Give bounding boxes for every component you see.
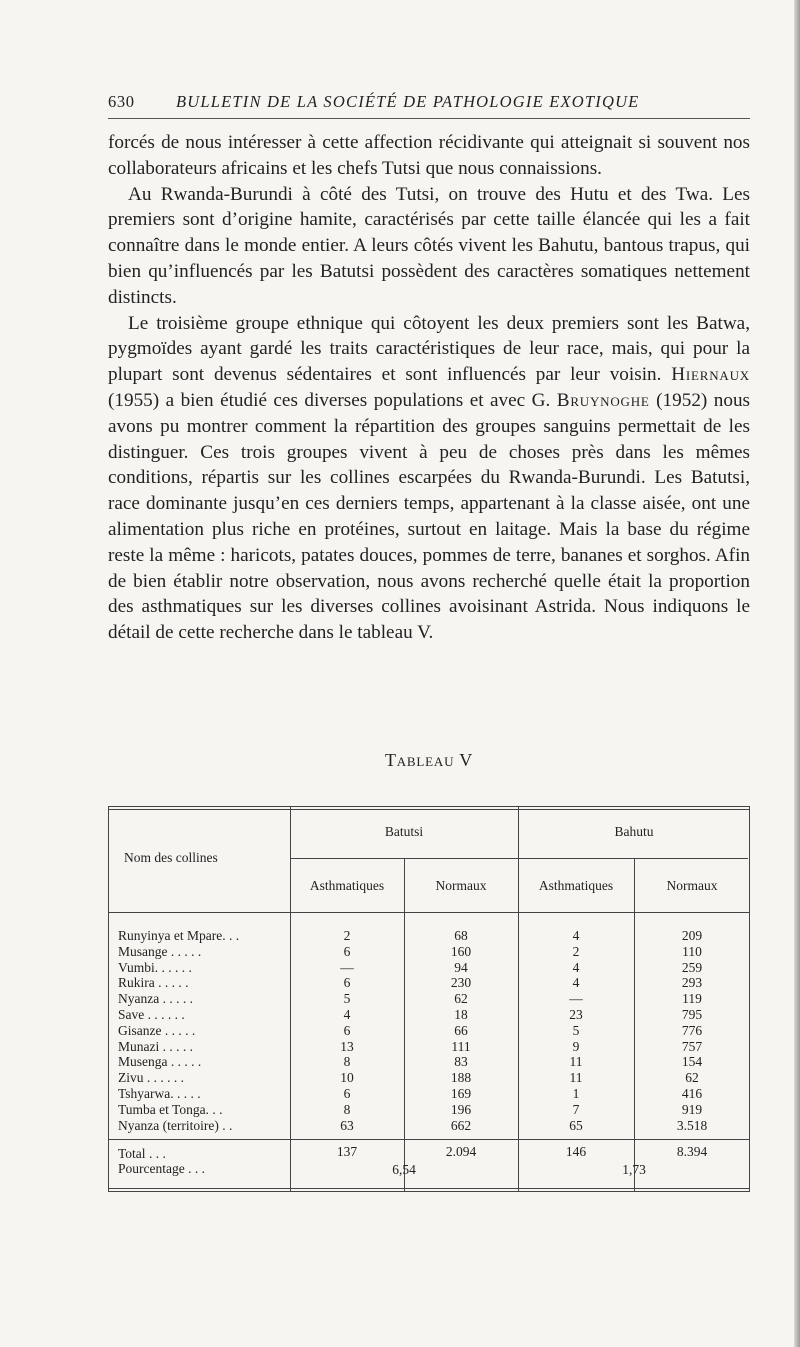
col-divider-2 [404, 858, 405, 1192]
table-cell: 62 [685, 1070, 699, 1086]
table-cell: 795 [681, 1007, 703, 1022]
table-cell: 5 [343, 991, 351, 1007]
table-cell: 9 [572, 1038, 580, 1054]
table-row-label: Gisanze . . . . . [118, 1022, 196, 1038]
table-row-label: Nyanza . . . . . [118, 991, 193, 1007]
header-rule [108, 118, 750, 119]
table-cell: 18 [454, 1007, 468, 1022]
header-bahutu-asthmatiques: Asthmatiques [538, 878, 614, 893]
table-cell: 2 [572, 943, 580, 959]
table-cell: 160 [450, 943, 472, 959]
col-divider-3 [518, 806, 519, 1192]
table-cell: 662 [450, 1117, 472, 1133]
percent-batutsi: 6,54 [392, 1162, 416, 1177]
total-bahutu-asthmatiques: 146 [565, 1144, 587, 1159]
data-table [108, 806, 750, 1192]
table-row-label: Nyanza (territoire) . . [118, 1117, 233, 1133]
header-nom-collines: Nom des collines [124, 850, 218, 865]
paragraph-3-part-a: Le troisième groupe ethnique qui côtoyent les deux premiers sont les Batwa, pygmoïdes ayant gardé les traits caractéristiques de leur race, mais, qui pour la plupart sont devenus sédentaires et sont influencés par leur voisin. [108, 312, 750, 386]
table-row-label: Runyinya et Mpare. . . [118, 928, 240, 943]
table-cell: 68 [454, 928, 468, 943]
table-row-label: Vumbi. . . . . . [118, 959, 192, 975]
table-cell: 154 [681, 1054, 703, 1070]
table-row-label: Rukira . . . . . [118, 975, 189, 991]
table-cell: 2 [343, 928, 351, 943]
percent-bahutu: 1,73 [622, 1162, 646, 1177]
paragraph-3-part-b: (1955) a bien étudié ces diverses populations et avec G. [108, 389, 551, 411]
table-cell: 10 [340, 1070, 354, 1086]
journal-title: BULLETIN DE LA SOCIÉTÉ DE PATHOLOGIE EXOTIQUE [176, 92, 640, 111]
table-cell: 13 [340, 1038, 354, 1054]
author-bruynoghe: Bruynoghe [556, 389, 650, 411]
paragraph-3-part-c: (1952) nous avons pu montrer comment la répartition des groupes sanguins permettait de les distinguer. Ces trois groupes vivent à peu de choses près dans les mêmes conditions, répartis sur les collines escarpées du Rwanda-Burundi. Les Batutsi, race dominante jusqu’en ces derniers temps, appartenant à la classe aisée, ont une alimentation plus riche en protéines, surtout en laitage. Mais la base du régime reste la même : haricots, patates douces, pommes de terre, bananes et sorghos. Afin de bien établir notre observation, nous avons recherché quelle était la proportion des asthmatiques sur les diverses collines avoisinant Astrida. Nous indiquons le détail de cette recherche dans le tableau V. [108, 389, 751, 644]
table-cell: 11 [569, 1054, 583, 1070]
body-text [108, 130, 750, 646]
page-edge-shadow [794, 0, 800, 1347]
table-cell: 188 [450, 1070, 472, 1086]
table-cell: 776 [681, 1022, 703, 1038]
table-cell: 6 [343, 1086, 351, 1101]
header-batutsi-normaux: Normaux [435, 878, 487, 893]
table-cell: 4 [572, 975, 580, 991]
table-cell: 8 [343, 1054, 351, 1070]
table-right-border [749, 806, 750, 1192]
table-cell: 919 [681, 1101, 703, 1117]
header-bahutu-normaux: Normaux [666, 878, 718, 893]
paragraph-1: forcés de nous intéresser à cette affection récidivante qui atteignait si souvent nos collaborateurs africains et les chefs Tutsi que nous connaissions. [108, 132, 750, 179]
table-cell: 757 [681, 1038, 703, 1054]
table-cell: 6 [343, 975, 351, 991]
paragraph-2: Au Rwanda-Burundi à côté des Tutsi, on trouve des Hutu et des Twa. Les premiers sont d’origine hamite, caractérisés par cette taille élancée qui les a fait connaître dans le monde entier. A leurs côtés vivent les Bahutu, bantous trapus, qui bien qu’influencés par les Batutsi possèdent des caractères somatiques nettement distincts. [108, 183, 750, 308]
table-top-rule [108, 806, 750, 807]
header-batutsi-asthmatiques: Asthmatiques [309, 878, 385, 893]
table-row-label: Save . . . . . . [118, 1007, 185, 1022]
total-batutsi-asthmatiques: 137 [336, 1144, 358, 1159]
table-cell: 66 [454, 1022, 468, 1038]
table-row-label: Zivu . . . . . . [118, 1070, 184, 1086]
table-cell: 94 [454, 959, 468, 975]
table-cell: 4 [343, 1007, 351, 1022]
table-cell: 416 [681, 1086, 703, 1101]
table-cell: 63 [340, 1117, 354, 1133]
percent-label: Pourcentage . . . [118, 1161, 205, 1176]
table-cell: 169 [450, 1086, 472, 1101]
table-cell: 4 [572, 959, 580, 975]
table-cell: 111 [451, 1038, 471, 1054]
paragraph-3 [108, 311, 750, 646]
table-row-label: Tshyarwa. . . . . [118, 1086, 201, 1101]
table-cell: — [340, 959, 354, 975]
table-left-border [108, 806, 109, 1192]
table-top-rule-double [108, 809, 750, 810]
table-cell: 3.518 [676, 1117, 708, 1133]
table-cell: 8 [343, 1101, 351, 1117]
total-batutsi-normaux: 2.094 [445, 1144, 477, 1159]
table-cell: 196 [450, 1101, 472, 1117]
table-cell: 1 [572, 1086, 580, 1101]
table-row-label: Musenga . . . . . [118, 1054, 202, 1070]
table-bottom-rule-double [108, 1191, 750, 1192]
table-cell: 110 [682, 943, 702, 959]
table-row-label: Musange . . . . . [118, 943, 202, 959]
header-bahutu: Bahutu [614, 824, 654, 839]
table-cell: 7 [572, 1101, 580, 1117]
page-number: 630 [108, 92, 135, 111]
table-cell: 209 [681, 928, 703, 943]
table-cell: 65 [569, 1117, 583, 1133]
table-cell: 6 [343, 1022, 351, 1038]
total-label: Total . . . [118, 1146, 166, 1161]
table-cell: 23 [569, 1007, 583, 1022]
header-bottom-rule [108, 912, 750, 913]
table-cell: 4 [572, 928, 580, 943]
totals-rule [108, 1139, 750, 1140]
table-cell: 230 [450, 975, 472, 991]
table-cell: 5 [572, 1022, 580, 1038]
table-bottom-rule [108, 1188, 750, 1189]
table-cell: 6 [343, 943, 351, 959]
col-divider-1 [290, 806, 291, 1192]
table-cell: 293 [681, 975, 703, 991]
table-cell: 119 [682, 991, 702, 1007]
group-header-rule [290, 858, 748, 859]
total-bahutu-normaux: 8.394 [676, 1144, 708, 1159]
table-cell: 259 [681, 959, 703, 975]
table-cell: 11 [569, 1070, 583, 1086]
author-hiernaux: Hiernaux [671, 364, 750, 386]
table-cell: 62 [454, 991, 468, 1007]
table-title: Tableau V [384, 750, 474, 770]
table-row-label: Tumba et Tonga. . . [118, 1101, 223, 1117]
table-cell: — [569, 991, 583, 1007]
table-cell: 83 [454, 1054, 468, 1070]
header-batutsi: Batutsi [384, 824, 424, 839]
table-row-label: Munazi . . . . . [118, 1038, 193, 1054]
col-divider-4 [634, 858, 635, 1192]
